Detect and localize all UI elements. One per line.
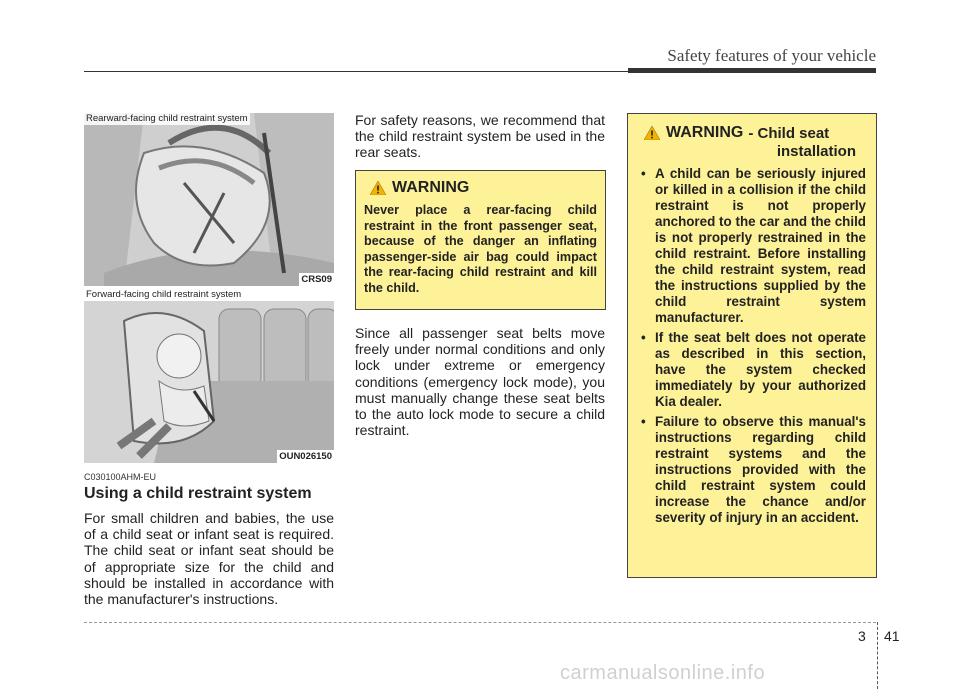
page-number: 41: [884, 628, 900, 644]
header-rule-thick: [628, 68, 876, 73]
section-heading: Using a child restraint system: [84, 485, 312, 502]
installation-warning-box: [627, 113, 877, 578]
installation-warning-subtitle-cont: installation: [776, 143, 856, 160]
warning-icon: [644, 126, 660, 140]
watermark: carmanualsonline.info: [560, 662, 766, 684]
header-rule: [84, 71, 628, 72]
airbag-warning-box: [355, 170, 606, 310]
installation-warning-subtitle: - Child seat: [748, 124, 830, 142]
chapter-number: 3: [858, 628, 866, 644]
rear-facing-caption: Rearward-facing child restraint system: [86, 113, 248, 124]
warning-bullet: • A child can be seriously injured or killed in a collision if the child restraint is not properly anchored to the car and the child is not properly restrained in the child restraint. Before installing the child restraint system, read the instructions supplied by the child restraint system manufacturer.: [638, 166, 866, 326]
forward-figure-code: OUN026150: [279, 451, 332, 462]
airbag-warning-header: [364, 179, 597, 197]
section-code: C030100AHM-EU: [84, 472, 157, 482]
rear-figure-code: CRS09: [301, 274, 332, 285]
forward-facing-seat-illustration: [84, 301, 334, 463]
airbag-warning-text: Never place a rear-facing child restraint in the front passenger seat, because of the danger an inflating passenger-side air bag could impact the rear-facing child restraint and kill the child.: [364, 203, 597, 295]
forward-facing-caption: Forward-facing child restraint system: [86, 289, 242, 300]
warning-bullet: • Failure to observe this manual's instructions regarding child restraint systems and the instructions provided with the child restraint system could increase the chance and/or severity of injury in an accident.: [638, 414, 866, 526]
installation-warning-header: [638, 124, 866, 142]
warning-icon: [370, 181, 386, 195]
safety-recommendation-paragraph: For safety reasons, we recommend that the child restraint system be used in the rear seats.: [355, 112, 605, 161]
installation-warning-title: WARNING: [666, 124, 744, 141]
child-restraint-paragraph: For small children and babies, the use of a child seat or infant seat is required. The child seat or infant seat should be of appropriate size for the child and should be installed in accordance with the manufacturer's instructions.: [84, 510, 334, 608]
forward-facing-seat-photo: [84, 301, 334, 463]
installation-warning-list: [638, 166, 866, 526]
page-number-separator: [877, 622, 879, 689]
page-header-title: Safety features of your vehicle: [667, 46, 876, 65]
rear-facing-seat-photo: [84, 113, 334, 286]
footer-rule: [84, 622, 876, 623]
seat-belt-lock-paragraph: Since all passenger seat belts move freely under normal conditions and only lock under extreme or emergency conditions (emergency lock mode), you must manually change these seat belts to the auto lock mode to secure a child restraint.: [355, 325, 605, 439]
airbag-warning-title: WARNING: [392, 179, 470, 196]
rear-facing-seat-illustration: [84, 113, 334, 286]
warning-bullet: • If the seat belt does not operate as described in this section, have the system checked immediately by your authorized Kia dealer.: [638, 330, 866, 410]
